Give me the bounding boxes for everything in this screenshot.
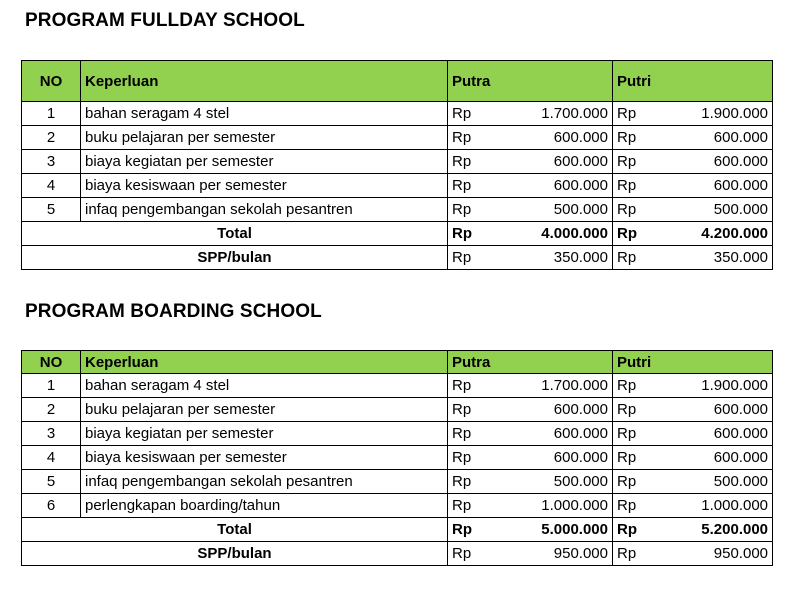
putra-currency: Rp [448, 422, 486, 446]
putri-amount: 600.000 [651, 422, 773, 446]
putra-amount: 600.000 [486, 398, 613, 422]
table-row [22, 102, 773, 126]
row-item: infaq pengembangan sekolah pesantren [81, 198, 448, 222]
spp-row [22, 542, 773, 566]
putri-currency: Rp [613, 102, 651, 126]
total-row [22, 518, 773, 542]
putri-amount: 600.000 [651, 174, 773, 198]
putri-amount: 500.000 [651, 198, 773, 222]
putri-currency: Rp [613, 446, 651, 470]
putra-amount: 500.000 [486, 198, 613, 222]
total-label: Total [22, 518, 448, 542]
putra-currency: Rp [448, 174, 486, 198]
total-label: Total [22, 222, 448, 246]
putri-amount: 600.000 [651, 150, 773, 174]
putra-currency: Rp [448, 446, 486, 470]
row-item: biaya kegiatan per semester [81, 422, 448, 446]
table-row [22, 126, 773, 150]
total-putri-amount: 5.200.000 [651, 518, 773, 542]
row-number: 4 [22, 446, 81, 470]
putri-amount: 600.000 [651, 126, 773, 150]
spp-putri-currency: Rp [613, 542, 651, 566]
table-row [22, 198, 773, 222]
putra-currency: Rp [448, 198, 486, 222]
putri-currency: Rp [613, 398, 651, 422]
putra-currency: Rp [448, 470, 486, 494]
putri-amount: 500.000 [651, 470, 773, 494]
putra-amount: 1.700.000 [486, 374, 613, 398]
table-row [22, 150, 773, 174]
spp-putra-currency: Rp [448, 246, 486, 270]
putri-currency: Rp [613, 150, 651, 174]
row-item: buku pelajaran per semester [81, 126, 448, 150]
spp-row [22, 246, 773, 270]
row-number: 1 [22, 102, 81, 126]
row-item: bahan seragam 4 stel [81, 102, 448, 126]
table-header-row [22, 61, 773, 102]
row-number: 5 [22, 470, 81, 494]
table-row [22, 446, 773, 470]
header-putri: Putri [613, 61, 773, 102]
spp-putri-amount: 950.000 [651, 542, 773, 566]
row-number: 5 [22, 198, 81, 222]
putri-currency: Rp [613, 174, 651, 198]
row-number: 6 [22, 494, 81, 518]
row-number: 1 [22, 374, 81, 398]
row-item: biaya kesiswaan per semester [81, 174, 448, 198]
row-number: 2 [22, 126, 81, 150]
spp-putra-currency: Rp [448, 542, 486, 566]
total-putra-amount: 4.000.000 [486, 222, 613, 246]
total-putri-amount: 4.200.000 [651, 222, 773, 246]
header-keperluan: Keperluan [81, 61, 448, 102]
putra-amount: 1.000.000 [486, 494, 613, 518]
putra-currency: Rp [448, 494, 486, 518]
spp-putri-currency: Rp [613, 246, 651, 270]
row-number: 4 [22, 174, 81, 198]
spp-putra-amount: 950.000 [486, 542, 613, 566]
header-no: NO [22, 351, 81, 374]
putra-currency: Rp [448, 398, 486, 422]
spp-putra-amount: 350.000 [486, 246, 613, 270]
total-putra-currency: Rp [448, 518, 486, 542]
total-putra-currency: Rp [448, 222, 486, 246]
row-item: bahan seragam 4 stel [81, 374, 448, 398]
fullday-title: PROGRAM FULLDAY SCHOOL [25, 10, 305, 31]
header-putra: Putra [448, 351, 613, 374]
putra-currency: Rp [448, 150, 486, 174]
total-putri-currency: Rp [613, 518, 651, 542]
row-item: buku pelajaran per semester [81, 398, 448, 422]
putri-currency: Rp [613, 374, 651, 398]
putra-amount: 600.000 [486, 174, 613, 198]
table-header-row [22, 351, 773, 374]
putri-currency: Rp [613, 494, 651, 518]
header-putri: Putri [613, 351, 773, 374]
table-row [22, 398, 773, 422]
row-item: biaya kegiatan per semester [81, 150, 448, 174]
putra-amount: 600.000 [486, 150, 613, 174]
putra-currency: Rp [448, 126, 486, 150]
spp-label: SPP/bulan [22, 542, 448, 566]
row-item: biaya kesiswaan per semester [81, 446, 448, 470]
row-number: 3 [22, 422, 81, 446]
putri-amount: 1.000.000 [651, 494, 773, 518]
putra-amount: 600.000 [486, 446, 613, 470]
putra-amount: 500.000 [486, 470, 613, 494]
putri-currency: Rp [613, 198, 651, 222]
header-keperluan: Keperluan [81, 351, 448, 374]
putri-amount: 1.900.000 [651, 102, 773, 126]
row-item: perlengkapan boarding/tahun [81, 494, 448, 518]
putri-currency: Rp [613, 422, 651, 446]
table-row [22, 174, 773, 198]
spp-label: SPP/bulan [22, 246, 448, 270]
boarding-title: PROGRAM BOARDING SCHOOL [25, 301, 322, 322]
row-number: 3 [22, 150, 81, 174]
table-row [22, 470, 773, 494]
putri-amount: 1.900.000 [651, 374, 773, 398]
spp-putri-amount: 350.000 [651, 246, 773, 270]
putra-amount: 600.000 [486, 126, 613, 150]
putri-amount: 600.000 [651, 446, 773, 470]
row-number: 2 [22, 398, 81, 422]
boarding-fee-table [21, 350, 773, 566]
table-row [22, 422, 773, 446]
fullday-fee-table [21, 60, 773, 270]
putra-currency: Rp [448, 102, 486, 126]
header-no: NO [22, 61, 81, 102]
putri-currency: Rp [613, 126, 651, 150]
total-putri-currency: Rp [613, 222, 651, 246]
table-row [22, 494, 773, 518]
putra-amount: 1.700.000 [486, 102, 613, 126]
putra-amount: 600.000 [486, 422, 613, 446]
putri-currency: Rp [613, 470, 651, 494]
putri-amount: 600.000 [651, 398, 773, 422]
row-item: infaq pengembangan sekolah pesantren [81, 470, 448, 494]
header-putra: Putra [448, 61, 613, 102]
total-row [22, 222, 773, 246]
total-putra-amount: 5.000.000 [486, 518, 613, 542]
putra-currency: Rp [448, 374, 486, 398]
table-row [22, 374, 773, 398]
